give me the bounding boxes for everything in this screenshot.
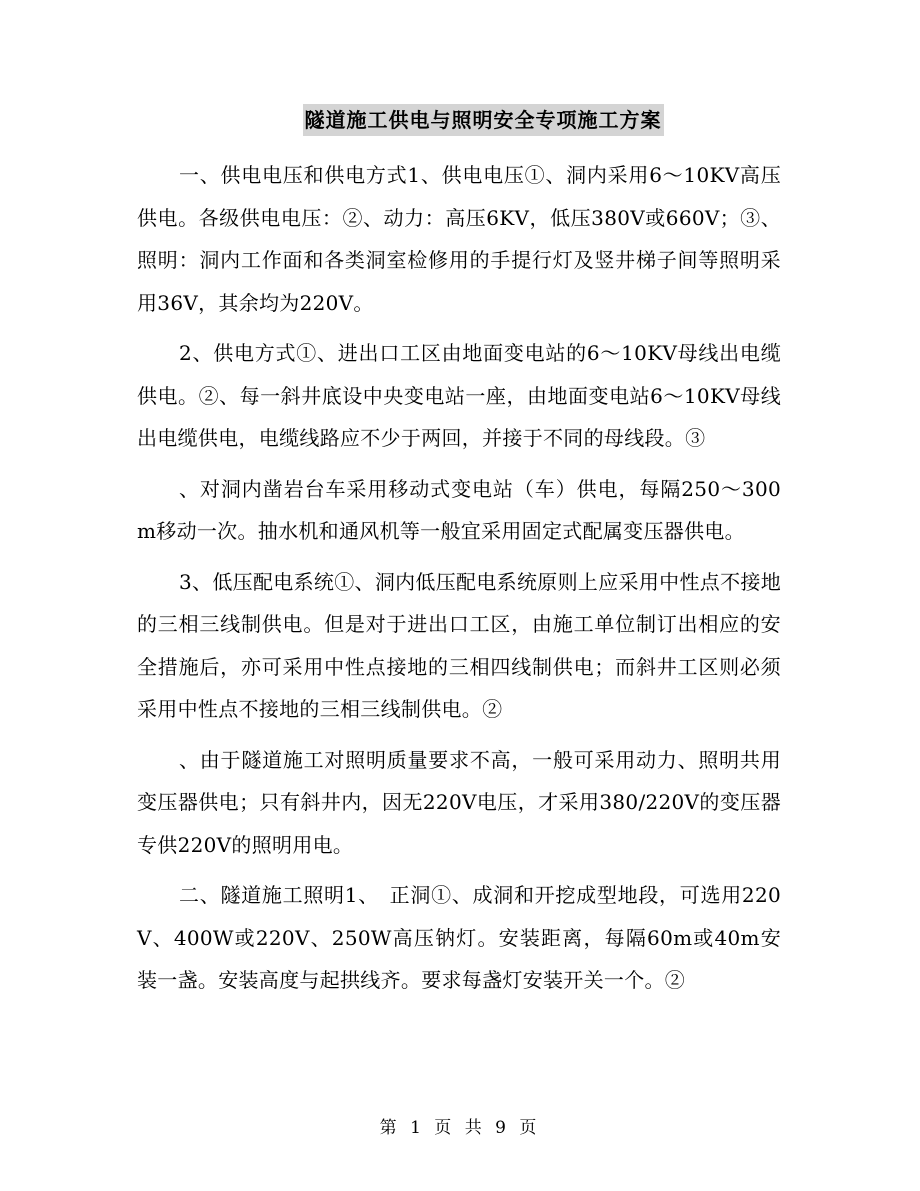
paragraph-5: 、由于隧道施工对照明质量要求不高，一般可采用动力、照明共用变压器供电；只有斜井内，因无220V电压，才采用380/220V的变压器专供220V的照明用电。 xyxy=(137,747,781,857)
paragraph-2: 2、供电方式①、进出口工区由地面变电站的6～10KV母线出电缆供电。②、每一斜井底设中央变电站一座，由地面变电站6～10KV母线出电缆供电，电缆线路应不少于两回，并接于不同的母线段。③ xyxy=(137,341,781,450)
paragraph-6: 二、隧道施工照明1、 正洞①、成洞和开挖成型地段，可选用220V、400W或220V、250W高压钠灯。安装距离，每隔60m或40m安装一盏。安装高度与起拱线齐。要求每盏灯安装开关一个。② xyxy=(137,883,781,992)
page-footer: 第 1 页 共 9 页 xyxy=(379,1118,541,1138)
document-title: 隧道施工供电与照明安全专项施工方案 xyxy=(303,104,664,136)
document-body xyxy=(137,154,781,1010)
paragraph-1: 一、供电电压和供电方式1、供电电压①、洞内采用6～10KV高压供电。各级供电电压：②、动力：高压6KV，低压380V或660V；③、照明：洞内工作面和各类洞室检修用的手提行灯及竖井梯子间等照明采用36V，其余均为220V。 xyxy=(137,163,781,315)
paragraph-3: 、对洞内凿岩台车采用移动式变电站（车）供电，每隔250～300m移动一次。抽水机和通风机等一般宜采用固定式配属变压器供电。 xyxy=(137,476,781,543)
title-container xyxy=(0,104,920,136)
paragraph-4: 3、低压配电系统①、洞内低压配电系统原则上应采用中性点不接地的三相三线制供电。但是对于进出口工区，由施工单位制订出相应的安全措施后，亦可采用中性点接地的三相四线制供电；而斜井工区则必须采用中性点不接地的三相三线制供电。② xyxy=(137,569,781,721)
